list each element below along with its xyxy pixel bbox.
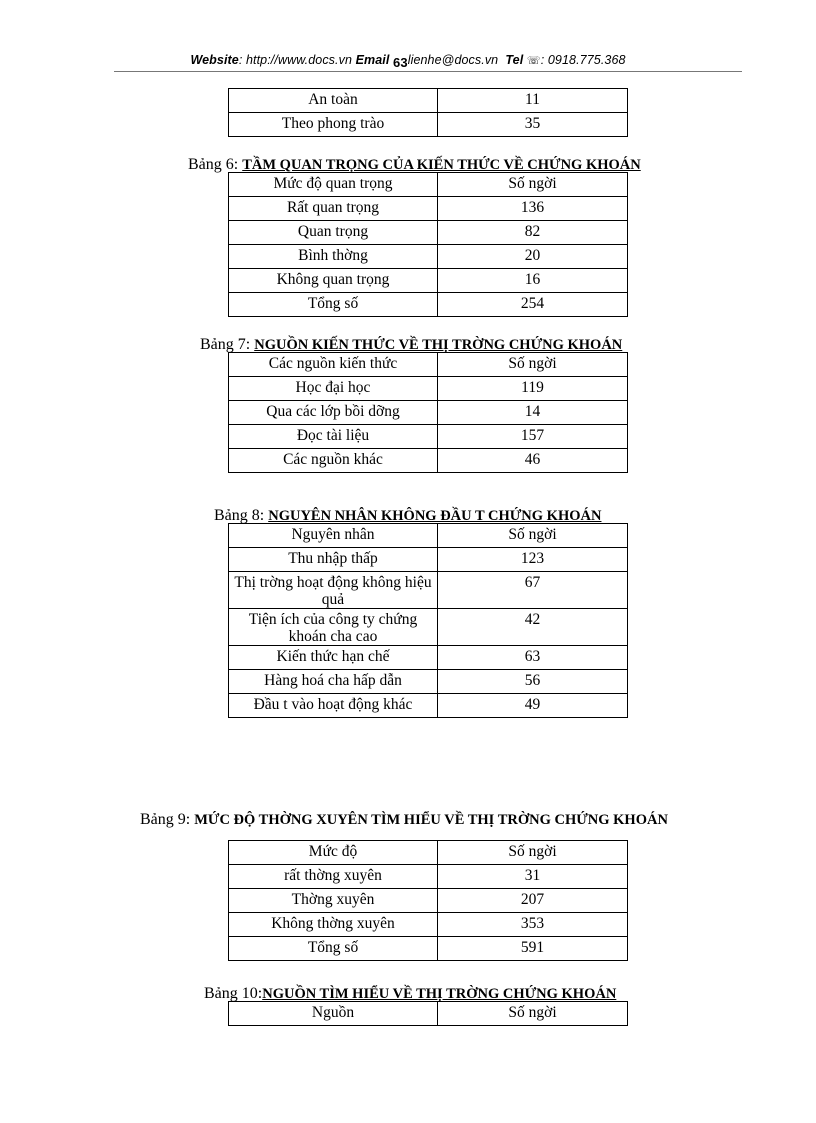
table8-caption-label: Bảng 8: [214,507,265,524]
page-number: 63 [393,55,408,70]
tel-label: Tel [505,53,524,67]
table9-caption [140,811,668,829]
table-cell: Đọc tài liệu [229,425,438,449]
tel-value: : 0918.775.368 [540,53,626,67]
table-cell: 49 [438,694,628,718]
table9-caption-title: MỨC ĐỘ THỜNG XUYÊN TÌM HIỂU VỀ THỊ TRỜNG CHỨNG KHOÁN [194,812,668,828]
table-row [229,425,628,449]
website-url[interactable]: : http://www.docs.vn [238,53,353,67]
header-divider [114,71,742,72]
table-cell: Không quan trọng [229,269,438,293]
table-cell: 20 [438,245,628,269]
table-cell: rất thờng xuyên [229,865,438,889]
table10 [228,1001,628,1026]
email-label: Email [355,53,390,67]
table-cell: Tổng số [229,937,438,961]
table-row [229,197,628,221]
table-cell: 136 [438,197,628,221]
table-header-row [229,841,628,865]
table10-caption-title: NGUỒN TÌM HIỂU VỀ THỊ TRỜNG CHỨNG KHOÁN [262,986,617,1002]
table-header-cell: Nguyên nhân [229,524,438,548]
table-cell: Rất quan trọng [229,197,438,221]
table-cell: Thờng xuyên [229,889,438,913]
table-row [229,937,628,961]
table-row [229,113,628,137]
table-cell: 119 [438,377,628,401]
table-cell: 31 [438,865,628,889]
table-row [229,401,628,425]
table-cell: 63 [438,646,628,670]
table-row [229,670,628,694]
table-cell: 42 [438,609,628,646]
table-header-cell: Số ngời [438,524,628,548]
table-header-row [229,353,628,377]
table-row [229,377,628,401]
table-header-row [229,524,628,548]
table-row [229,269,628,293]
table-row [229,449,628,473]
table-cell: 591 [438,937,628,961]
table-row [229,548,628,572]
table-header-cell: Số ngời [438,173,628,197]
table-header-cell: Mức độ [229,841,438,865]
table-row [229,694,628,718]
table-cell: 254 [438,293,628,317]
table10-caption-label: Bảng 10: [204,985,263,1002]
table7-caption-label: Bảng 7: [200,336,251,353]
table7-caption-title: NGUỒN KIẾN THỨC VỀ THỊ TRỜNG CHỨNG KHOÁN [254,337,623,353]
table-header-cell: Nguồn [229,1002,438,1026]
table-cell: An toàn [229,89,438,113]
table9 [228,840,628,961]
table-cell: 14 [438,401,628,425]
table-row [229,293,628,317]
website-label: Website [190,53,239,67]
table-cell: 46 [438,449,628,473]
table-cell: Quan trọng [229,221,438,245]
table-cell: 35 [438,113,628,137]
table-cell: Không thờng xuyên [229,913,438,937]
table7 [228,352,628,473]
table-cell: Học đại học [229,377,438,401]
table-header-cell: Số ngời [438,353,628,377]
table-cell: Kiến thức hạn chế [229,646,438,670]
table-header-row [229,173,628,197]
table-row [229,221,628,245]
table-cell: Thị trờng hoạt động không hiệu quả [229,572,438,609]
table9-caption-label: Bảng 9: [140,811,191,828]
table-cell: 16 [438,269,628,293]
table-cell: 67 [438,572,628,609]
table-row [229,913,628,937]
table-cell: 207 [438,889,628,913]
table-cell: Tiện ích của công ty chứng khoán cha cao [229,609,438,646]
table-header-cell: Số ngời [438,841,628,865]
table-header-cell: Số ngời [438,1002,628,1026]
table-row [229,865,628,889]
table-cell: Thu nhập thấp [229,548,438,572]
table-cell: Qua các lớp bồi dỡng [229,401,438,425]
table-header-cell: Các nguồn kiến thức [229,353,438,377]
table-header-row [229,1002,628,1026]
table-header-cell: Mức độ quan trọng [229,173,438,197]
table-row [229,646,628,670]
email-value[interactable]: lienhe@docs.vn [407,53,499,67]
table-cell: 353 [438,913,628,937]
table-cell: Đầu t vào hoạt động khác [229,694,438,718]
table6 [228,172,628,317]
table6-caption-title: TẦM QUAN TRỌNG CỦA KIẾN THỨC VỀ CHỨNG KHOÁN [242,157,641,173]
page-header [0,52,816,70]
table-cell: Theo phong trào [229,113,438,137]
table-row [229,572,628,609]
table-cell: Hàng hoá cha hấp dẫn [229,670,438,694]
table-cell: 56 [438,670,628,694]
table-cell: 82 [438,221,628,245]
table-cell: 123 [438,548,628,572]
table-continued [228,88,628,137]
table-cell: Tổng số [229,293,438,317]
table8 [228,523,628,718]
phone-icon: ☏ [526,55,541,67]
table6-caption-label: Bảng 6: [188,156,239,173]
table-row [229,609,628,646]
table8-caption-title: NGUYÊN NHÂN KHÔNG ĐẦU T CHỨNG KHOÁN [268,508,602,524]
table-row [229,89,628,113]
table-cell: 11 [438,89,628,113]
table-cell: Bình thờng [229,245,438,269]
table-row [229,889,628,913]
table-cell: Các nguồn khác [229,449,438,473]
table-row [229,245,628,269]
table-cell: 157 [438,425,628,449]
